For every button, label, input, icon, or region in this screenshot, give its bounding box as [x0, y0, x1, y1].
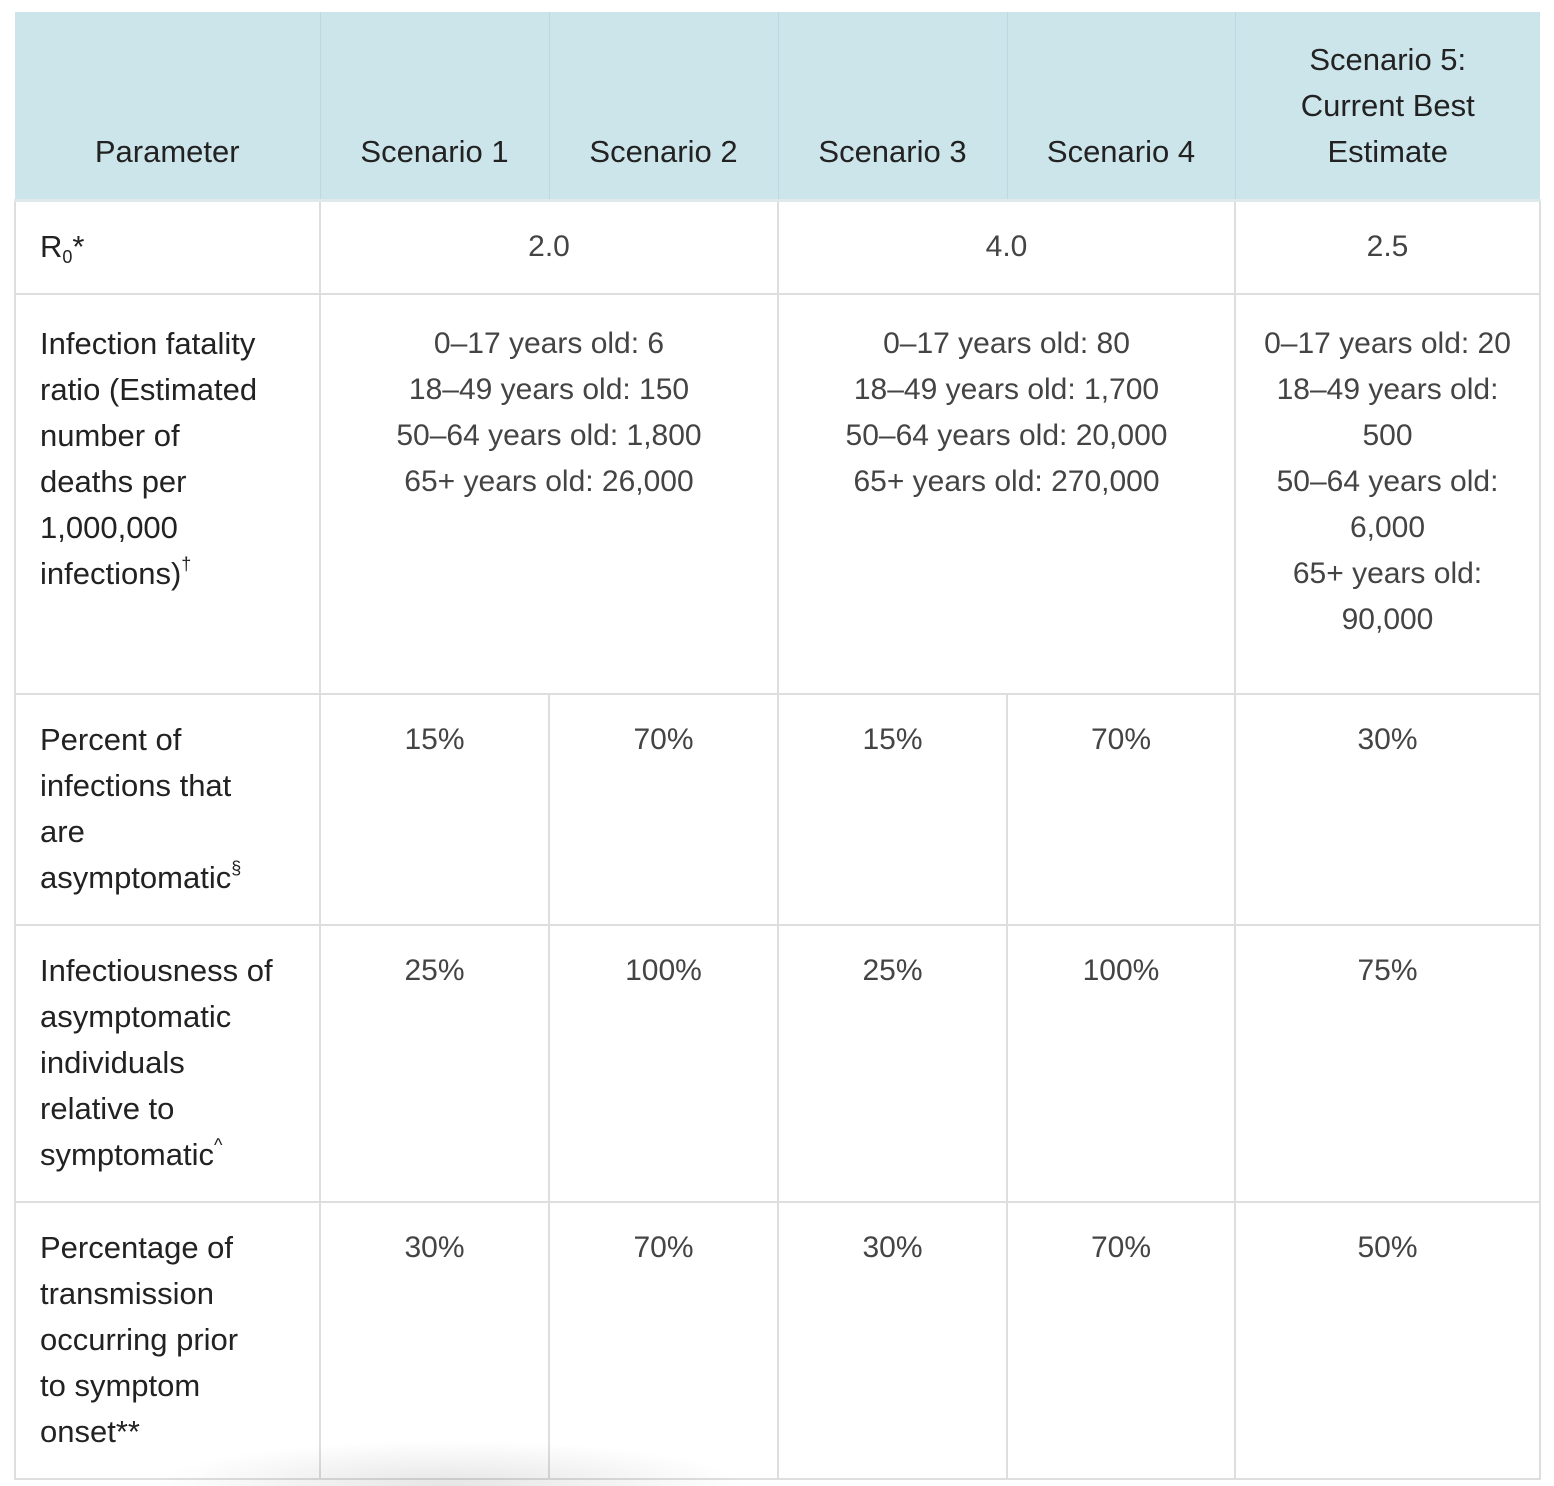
param-pre-line-5: onset**	[40, 1414, 140, 1449]
param-inf-line-2: asymptomatic	[40, 999, 232, 1034]
param-inf-line-1: Infectiousness of	[40, 953, 273, 988]
pre-scenario-2: 70%	[549, 1202, 778, 1479]
table-row-ifr	[15, 294, 1540, 694]
ifr-scenario-1-2	[320, 294, 778, 694]
param-ifr-line-2: ratio (Estimated	[40, 372, 258, 407]
ifr-scenario-3-4	[778, 294, 1235, 694]
ifr-s5-line-1: 0–17 years old: 20	[1264, 327, 1511, 360]
ifr-s5-line-5: 6,000	[1349, 511, 1426, 544]
pre-scenario-5: 50%	[1235, 1202, 1540, 1479]
param-infectiousness	[15, 925, 320, 1202]
param-asym-line-2: infections that	[40, 768, 232, 803]
inf-scenario-3: 25%	[778, 925, 1007, 1202]
r0-scenario-3-4: 4.0	[778, 200, 1235, 294]
param-asymptomatic	[15, 694, 320, 925]
param-pre-line-4: to symptom	[40, 1368, 201, 1403]
param-asym-section: §	[231, 858, 242, 878]
ifr-s12-line-4: 65+ years old: 26,000	[404, 465, 694, 498]
param-asym-line-4-text: asymptomatic	[40, 860, 232, 895]
pre-scenario-1: 30%	[320, 1202, 549, 1479]
param-ifr	[15, 294, 320, 694]
param-ifr-line-6	[40, 551, 309, 597]
inf-scenario-5: 75%	[1235, 925, 1540, 1202]
param-inf-caret: ^	[213, 1135, 223, 1155]
param-ifr-dagger: †	[181, 554, 192, 574]
param-asym-line-4	[40, 855, 309, 901]
table-row-presymptomatic	[15, 1202, 1540, 1479]
param-r0	[15, 200, 320, 294]
param-asym-line-3: are	[40, 814, 85, 849]
table-row-r0	[15, 200, 1540, 294]
asym-scenario-2: 70%	[549, 694, 778, 925]
ifr-s5-line-2: 18–49 years old:	[1276, 373, 1499, 406]
header-scenario-2: Scenario 2	[549, 12, 778, 200]
inf-scenario-1: 25%	[320, 925, 549, 1202]
param-ifr-line-1: Infection fatality	[40, 326, 256, 361]
ifr-s34-line-1: 0–17 years old: 80	[883, 327, 1130, 360]
r0-scenario-5: 2.5	[1235, 200, 1540, 294]
header-parameter: Parameter	[15, 12, 320, 200]
inf-scenario-2: 100%	[549, 925, 778, 1202]
header-scenario-1: Scenario 1	[320, 12, 549, 200]
table-row-infectiousness	[15, 925, 1540, 1202]
param-presymptomatic	[15, 1202, 320, 1479]
asym-scenario-1: 15%	[320, 694, 549, 925]
param-asym-line-1: Percent of	[40, 722, 182, 757]
header-row	[15, 12, 1540, 200]
asym-scenario-4: 70%	[1007, 694, 1235, 925]
param-ifr-line-6-text: infections)	[40, 556, 182, 591]
header-scenario-4: Scenario 4	[1007, 12, 1235, 200]
inf-scenario-4: 100%	[1007, 925, 1235, 1202]
ifr-s12-line-1: 0–17 years old: 6	[433, 327, 665, 360]
ifr-s34-line-2: 18–49 years old: 1,700	[853, 373, 1160, 406]
asym-scenario-5: 30%	[1235, 694, 1540, 925]
param-pre-line-2: transmission	[40, 1276, 214, 1311]
ifr-s12-line-2: 18–49 years old: 150	[408, 373, 690, 406]
param-ifr-line-4: deaths per	[40, 464, 187, 499]
header-scenario-5	[1235, 12, 1540, 200]
ifr-s5-line-6: 65+ years old:	[1292, 557, 1483, 590]
asym-scenario-3: 15%	[778, 694, 1007, 925]
param-inf-line-5	[40, 1132, 309, 1178]
header-scenario-3: Scenario 3	[778, 12, 1007, 200]
param-ifr-line-3: number of	[40, 418, 180, 453]
param-inf-line-4: relative to	[40, 1091, 175, 1126]
param-r0-sub: 0	[62, 247, 73, 268]
header-scenario-5-line-2: Current Best	[1300, 87, 1475, 123]
header-scenario-5-line-1: Scenario 5:	[1309, 41, 1467, 77]
param-inf-line-5-text: symptomatic	[40, 1137, 214, 1172]
ifr-s5-line-3: 500	[1362, 419, 1413, 452]
table-body	[15, 200, 1540, 1479]
ifr-s5-line-7: 90,000	[1341, 603, 1434, 636]
ifr-s34-line-3: 50–64 years old: 20,000	[845, 419, 1168, 452]
ifr-s34-line-4: 65+ years old: 270,000	[853, 465, 1160, 498]
ifr-s5-line-4: 50–64 years old:	[1276, 465, 1499, 498]
table-row-asymptomatic	[15, 694, 1540, 925]
table-container	[14, 12, 1539, 1480]
header-scenario-5-line-3: Estimate	[1327, 133, 1449, 169]
param-r0-main: R	[40, 229, 63, 265]
pre-scenario-4: 70%	[1007, 1202, 1235, 1479]
param-pre-line-1: Percentage of	[40, 1230, 234, 1265]
param-pre-line-3: occurring prior	[40, 1322, 239, 1357]
pre-scenario-3: 30%	[778, 1202, 1007, 1479]
scenario-parameters-table	[14, 12, 1541, 1480]
param-r0-suffix: *	[72, 229, 85, 265]
r0-scenario-1-2: 2.0	[320, 200, 778, 294]
ifr-s12-line-3: 50–64 years old: 1,800	[396, 419, 702, 452]
param-ifr-line-5: 1,000,000	[40, 510, 178, 545]
param-inf-line-3: individuals	[40, 1045, 185, 1080]
table-header	[15, 12, 1540, 200]
ifr-scenario-5	[1235, 294, 1540, 694]
